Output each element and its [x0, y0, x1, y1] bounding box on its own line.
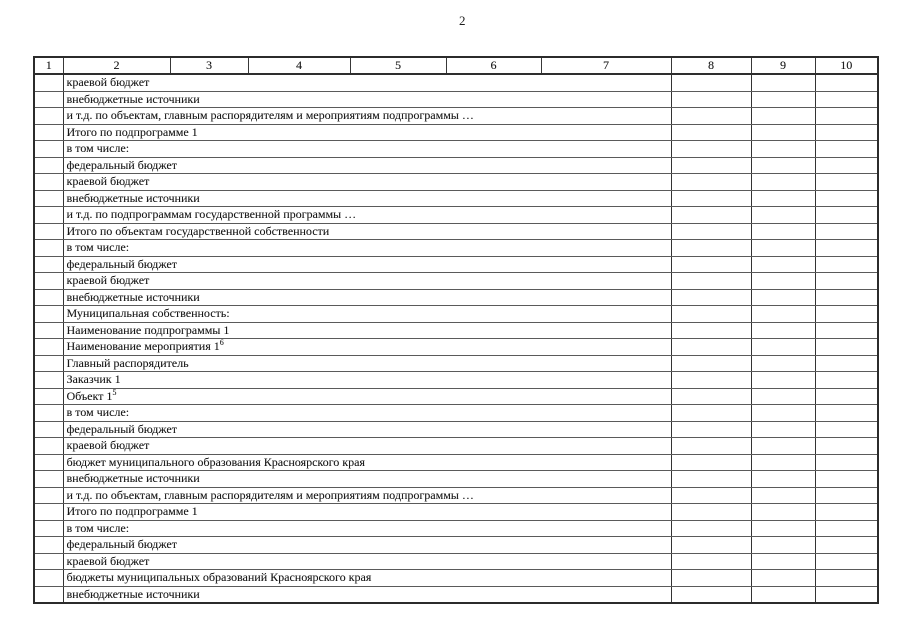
table-row	[34, 405, 878, 422]
value-cell-col9	[751, 355, 815, 372]
value-cell-col10	[815, 405, 878, 422]
table-row	[34, 91, 878, 108]
value-cell-col8	[671, 256, 751, 273]
value-cell-col8	[671, 190, 751, 207]
value-cell-col9	[751, 256, 815, 273]
row-label-cell	[63, 471, 671, 488]
row-label-cell	[63, 223, 671, 240]
row-label: бюджет муниципального образования Красноярского края	[66, 454, 365, 469]
table-row	[34, 339, 878, 356]
table-row	[34, 306, 878, 323]
value-cell-col8	[671, 174, 751, 191]
row-label-cell	[63, 355, 671, 372]
value-cell-col8	[671, 355, 751, 372]
value-cell-col9	[751, 289, 815, 306]
row-number-cell	[34, 388, 63, 405]
value-cell-col9	[751, 537, 815, 554]
row-number-cell	[34, 289, 63, 306]
value-cell-col10	[815, 355, 878, 372]
row-label-cell	[63, 537, 671, 554]
row-label-superscript: 5	[112, 388, 117, 397]
value-cell-col8	[671, 322, 751, 339]
value-cell-col10	[815, 74, 878, 91]
column-header-cell-2: 2	[63, 57, 170, 74]
value-cell-col8	[671, 537, 751, 554]
row-label-cell	[63, 124, 671, 141]
column-header-cell-6: 6	[446, 57, 541, 74]
value-cell-col8	[671, 520, 751, 537]
value-cell-col10	[815, 454, 878, 471]
table-row	[34, 240, 878, 257]
value-cell-col10	[815, 421, 878, 438]
row-label: в том числе:	[66, 141, 130, 156]
row-label-cell	[63, 207, 671, 224]
value-cell-col8	[671, 372, 751, 389]
column-header-cell-9: 9	[751, 57, 815, 74]
value-cell-col10	[815, 256, 878, 273]
value-cell-col8	[671, 157, 751, 174]
row-label: в том числе:	[66, 405, 130, 420]
row-label: внебюджетные источники	[66, 289, 200, 304]
value-cell-col10	[815, 520, 878, 537]
value-cell-col9	[751, 190, 815, 207]
row-label: внебюджетные источники	[66, 190, 200, 205]
row-label-cell	[63, 388, 671, 405]
value-cell-col8	[671, 570, 751, 587]
row-label-superscript: 6	[219, 338, 224, 348]
row-label: Наименование подпрограммы 1	[66, 322, 230, 337]
table-row	[34, 372, 878, 389]
row-number-cell	[34, 454, 63, 471]
row-number-cell	[34, 504, 63, 521]
row-label-cell	[63, 141, 671, 158]
value-cell-col10	[815, 504, 878, 521]
value-cell-col8	[671, 223, 751, 240]
row-label: Итого по подпрограмме 1	[66, 504, 198, 519]
value-cell-col8	[671, 405, 751, 422]
value-cell-col8	[671, 504, 751, 521]
table-row	[34, 438, 878, 455]
row-number-cell	[34, 240, 63, 257]
row-label-cell	[63, 421, 671, 438]
budget-table	[33, 56, 879, 604]
value-cell-col8	[671, 141, 751, 158]
table-row	[34, 355, 878, 372]
row-number-cell	[34, 520, 63, 537]
row-label-cell	[63, 306, 671, 323]
value-cell-col8	[671, 339, 751, 356]
row-label: бюджеты муниципальных образований Красноярского края	[66, 570, 372, 585]
row-number-cell	[34, 141, 63, 158]
value-cell-col8	[671, 438, 751, 455]
value-cell-col9	[751, 438, 815, 455]
value-cell-col9	[751, 157, 815, 174]
row-number-cell	[34, 74, 63, 91]
value-cell-col10	[815, 190, 878, 207]
row-number-cell	[34, 553, 63, 570]
row-label-cell	[63, 454, 671, 471]
row-number-cell	[34, 91, 63, 108]
value-cell-col10	[815, 223, 878, 240]
value-cell-col9	[751, 124, 815, 141]
row-number-cell	[34, 207, 63, 224]
value-cell-col10	[815, 157, 878, 174]
row-label-cell	[63, 157, 671, 174]
row-label-cell	[63, 504, 671, 521]
value-cell-col9	[751, 174, 815, 191]
row-number-cell	[34, 322, 63, 339]
row-label-cell	[63, 405, 671, 422]
value-cell-col9	[751, 141, 815, 158]
row-number-cell	[34, 372, 63, 389]
column-header-cell-3: 3	[170, 57, 248, 74]
row-number-cell	[34, 471, 63, 488]
row-label-cell	[63, 438, 671, 455]
row-label: Муниципальная собственность:	[66, 306, 230, 321]
table-row	[34, 487, 878, 504]
value-cell-col8	[671, 553, 751, 570]
row-label-cell	[63, 74, 671, 91]
value-cell-col10	[815, 108, 878, 125]
value-cell-col10	[815, 322, 878, 339]
value-cell-col9	[751, 273, 815, 290]
row-label-cell	[63, 520, 671, 537]
value-cell-col9	[751, 405, 815, 422]
table-row	[34, 289, 878, 306]
value-cell-col9	[751, 388, 815, 405]
row-label: федеральный бюджет	[66, 157, 177, 172]
value-cell-col8	[671, 471, 751, 488]
row-number-cell	[34, 487, 63, 504]
value-cell-col10	[815, 174, 878, 191]
value-cell-col10	[815, 91, 878, 108]
row-label: и т.д. по объектам, главным распорядителям и мероприятиям подпрограммы …	[66, 108, 474, 123]
row-label: и т.д. по подпрограммам государственной программы …	[66, 207, 357, 222]
value-cell-col9	[751, 553, 815, 570]
column-header-cell-7: 7	[541, 57, 671, 74]
row-label-cell	[63, 174, 671, 191]
row-label-cell	[63, 339, 671, 356]
row-label: Объект 1	[66, 388, 113, 403]
value-cell-col10	[815, 586, 878, 603]
table-row	[34, 454, 878, 471]
row-label: краевой бюджет	[66, 174, 150, 189]
row-label: и т.д. по объектам, главным распорядителям и мероприятиям подпрограммы …	[66, 487, 474, 502]
row-label-cell	[63, 372, 671, 389]
row-label-cell	[63, 273, 671, 290]
value-cell-col8	[671, 124, 751, 141]
value-cell-col9	[751, 339, 815, 356]
value-cell-col8	[671, 421, 751, 438]
value-cell-col8	[671, 454, 751, 471]
row-label-cell	[63, 240, 671, 257]
value-cell-col10	[815, 438, 878, 455]
value-cell-col10	[815, 141, 878, 158]
table-row	[34, 141, 878, 158]
row-label: внебюджетные источники	[66, 586, 200, 601]
row-label-cell	[63, 91, 671, 108]
table-row	[34, 421, 878, 438]
row-label: внебюджетные источники	[66, 91, 200, 106]
row-label-cell	[63, 108, 671, 125]
row-label-cell	[63, 190, 671, 207]
row-label-cell	[63, 322, 671, 339]
value-cell-col9	[751, 504, 815, 521]
table-row	[34, 108, 878, 125]
value-cell-col8	[671, 108, 751, 125]
row-label: федеральный бюджет	[66, 537, 177, 552]
row-label: Итого по подпрограмме 1	[66, 124, 198, 139]
value-cell-col8	[671, 586, 751, 603]
value-cell-col10	[815, 570, 878, 587]
value-cell-col8	[671, 289, 751, 306]
table-row	[34, 471, 878, 488]
table-row	[34, 537, 878, 554]
value-cell-col10	[815, 372, 878, 389]
row-number-cell	[34, 405, 63, 422]
column-header-cell-4: 4	[248, 57, 350, 74]
table-row	[34, 223, 878, 240]
table-row	[34, 586, 878, 603]
value-cell-col10	[815, 289, 878, 306]
value-cell-col9	[751, 586, 815, 603]
table-row	[34, 256, 878, 273]
row-label: Итого по объектам государственной собственности	[66, 223, 330, 238]
row-number-cell	[34, 124, 63, 141]
value-cell-col8	[671, 91, 751, 108]
value-cell-col9	[751, 471, 815, 488]
table-row	[34, 520, 878, 537]
row-label: Заказчик 1	[66, 372, 121, 387]
row-label-cell	[63, 570, 671, 587]
value-cell-col9	[751, 454, 815, 471]
table-row	[34, 124, 878, 141]
value-cell-col10	[815, 471, 878, 488]
column-header-row	[34, 57, 878, 74]
value-cell-col8	[671, 487, 751, 504]
row-number-cell	[34, 438, 63, 455]
value-cell-col8	[671, 388, 751, 405]
value-cell-col9	[751, 74, 815, 91]
table-row	[34, 553, 878, 570]
row-number-cell	[34, 174, 63, 191]
table-row	[34, 207, 878, 224]
row-number-cell	[34, 537, 63, 554]
table-row	[34, 157, 878, 174]
value-cell-col8	[671, 207, 751, 224]
row-number-cell	[34, 190, 63, 207]
row-label: в том числе:	[66, 520, 130, 535]
row-number-cell	[34, 273, 63, 290]
row-label-cell	[63, 256, 671, 273]
value-cell-col10	[815, 537, 878, 554]
row-label-cell	[63, 553, 671, 570]
row-label: Наименование мероприятия 1	[66, 339, 220, 354]
table-row	[34, 570, 878, 587]
row-label: федеральный бюджет	[66, 421, 177, 436]
value-cell-col9	[751, 91, 815, 108]
value-cell-col9	[751, 306, 815, 323]
page-number: 2	[459, 13, 466, 28]
row-label-cell	[63, 487, 671, 504]
value-cell-col8	[671, 306, 751, 323]
row-number-cell	[34, 306, 63, 323]
table-row	[34, 273, 878, 290]
table-row	[34, 504, 878, 521]
value-cell-col9	[751, 421, 815, 438]
table-body	[34, 74, 878, 603]
value-cell-col10	[815, 273, 878, 290]
row-number-cell	[34, 223, 63, 240]
value-cell-col10	[815, 306, 878, 323]
row-label: краевой бюджет	[66, 273, 150, 288]
row-number-cell	[34, 586, 63, 603]
row-label: Главный распорядитель	[66, 355, 189, 370]
table-row	[34, 74, 878, 91]
value-cell-col8	[671, 74, 751, 91]
column-header-cell-5: 5	[350, 57, 446, 74]
row-number-cell	[34, 256, 63, 273]
value-cell-col10	[815, 339, 878, 356]
row-label: краевой бюджет	[66, 553, 150, 568]
value-cell-col9	[751, 240, 815, 257]
value-cell-col9	[751, 487, 815, 504]
value-cell-col10	[815, 553, 878, 570]
value-cell-col10	[815, 207, 878, 224]
row-number-cell	[34, 421, 63, 438]
value-cell-col10	[815, 240, 878, 257]
row-label: в том числе:	[66, 240, 130, 255]
row-label: краевой бюджет	[66, 75, 150, 90]
value-cell-col9	[751, 372, 815, 389]
row-label-cell	[63, 586, 671, 603]
column-header-cell-1: 1	[34, 57, 63, 74]
column-header-cell-8: 8	[671, 57, 751, 74]
row-number-cell	[34, 157, 63, 174]
row-label: федеральный бюджет	[66, 256, 177, 271]
value-cell-col9	[751, 108, 815, 125]
row-label: внебюджетные источники	[66, 471, 200, 486]
table-row	[34, 388, 878, 405]
value-cell-col10	[815, 124, 878, 141]
row-number-cell	[34, 108, 63, 125]
row-label: краевой бюджет	[66, 438, 150, 453]
value-cell-col10	[815, 487, 878, 504]
row-number-cell	[34, 339, 63, 356]
value-cell-col10	[815, 388, 878, 405]
table-row	[34, 174, 878, 191]
row-number-cell	[34, 355, 63, 372]
row-number-cell	[34, 570, 63, 587]
column-header-cell-10: 10	[815, 57, 878, 74]
value-cell-col8	[671, 240, 751, 257]
value-cell-col9	[751, 223, 815, 240]
row-label-cell	[63, 289, 671, 306]
value-cell-col9	[751, 207, 815, 224]
table-row	[34, 322, 878, 339]
value-cell-col9	[751, 520, 815, 537]
table-row	[34, 190, 878, 207]
value-cell-col9	[751, 322, 815, 339]
value-cell-col8	[671, 273, 751, 290]
value-cell-col9	[751, 570, 815, 587]
